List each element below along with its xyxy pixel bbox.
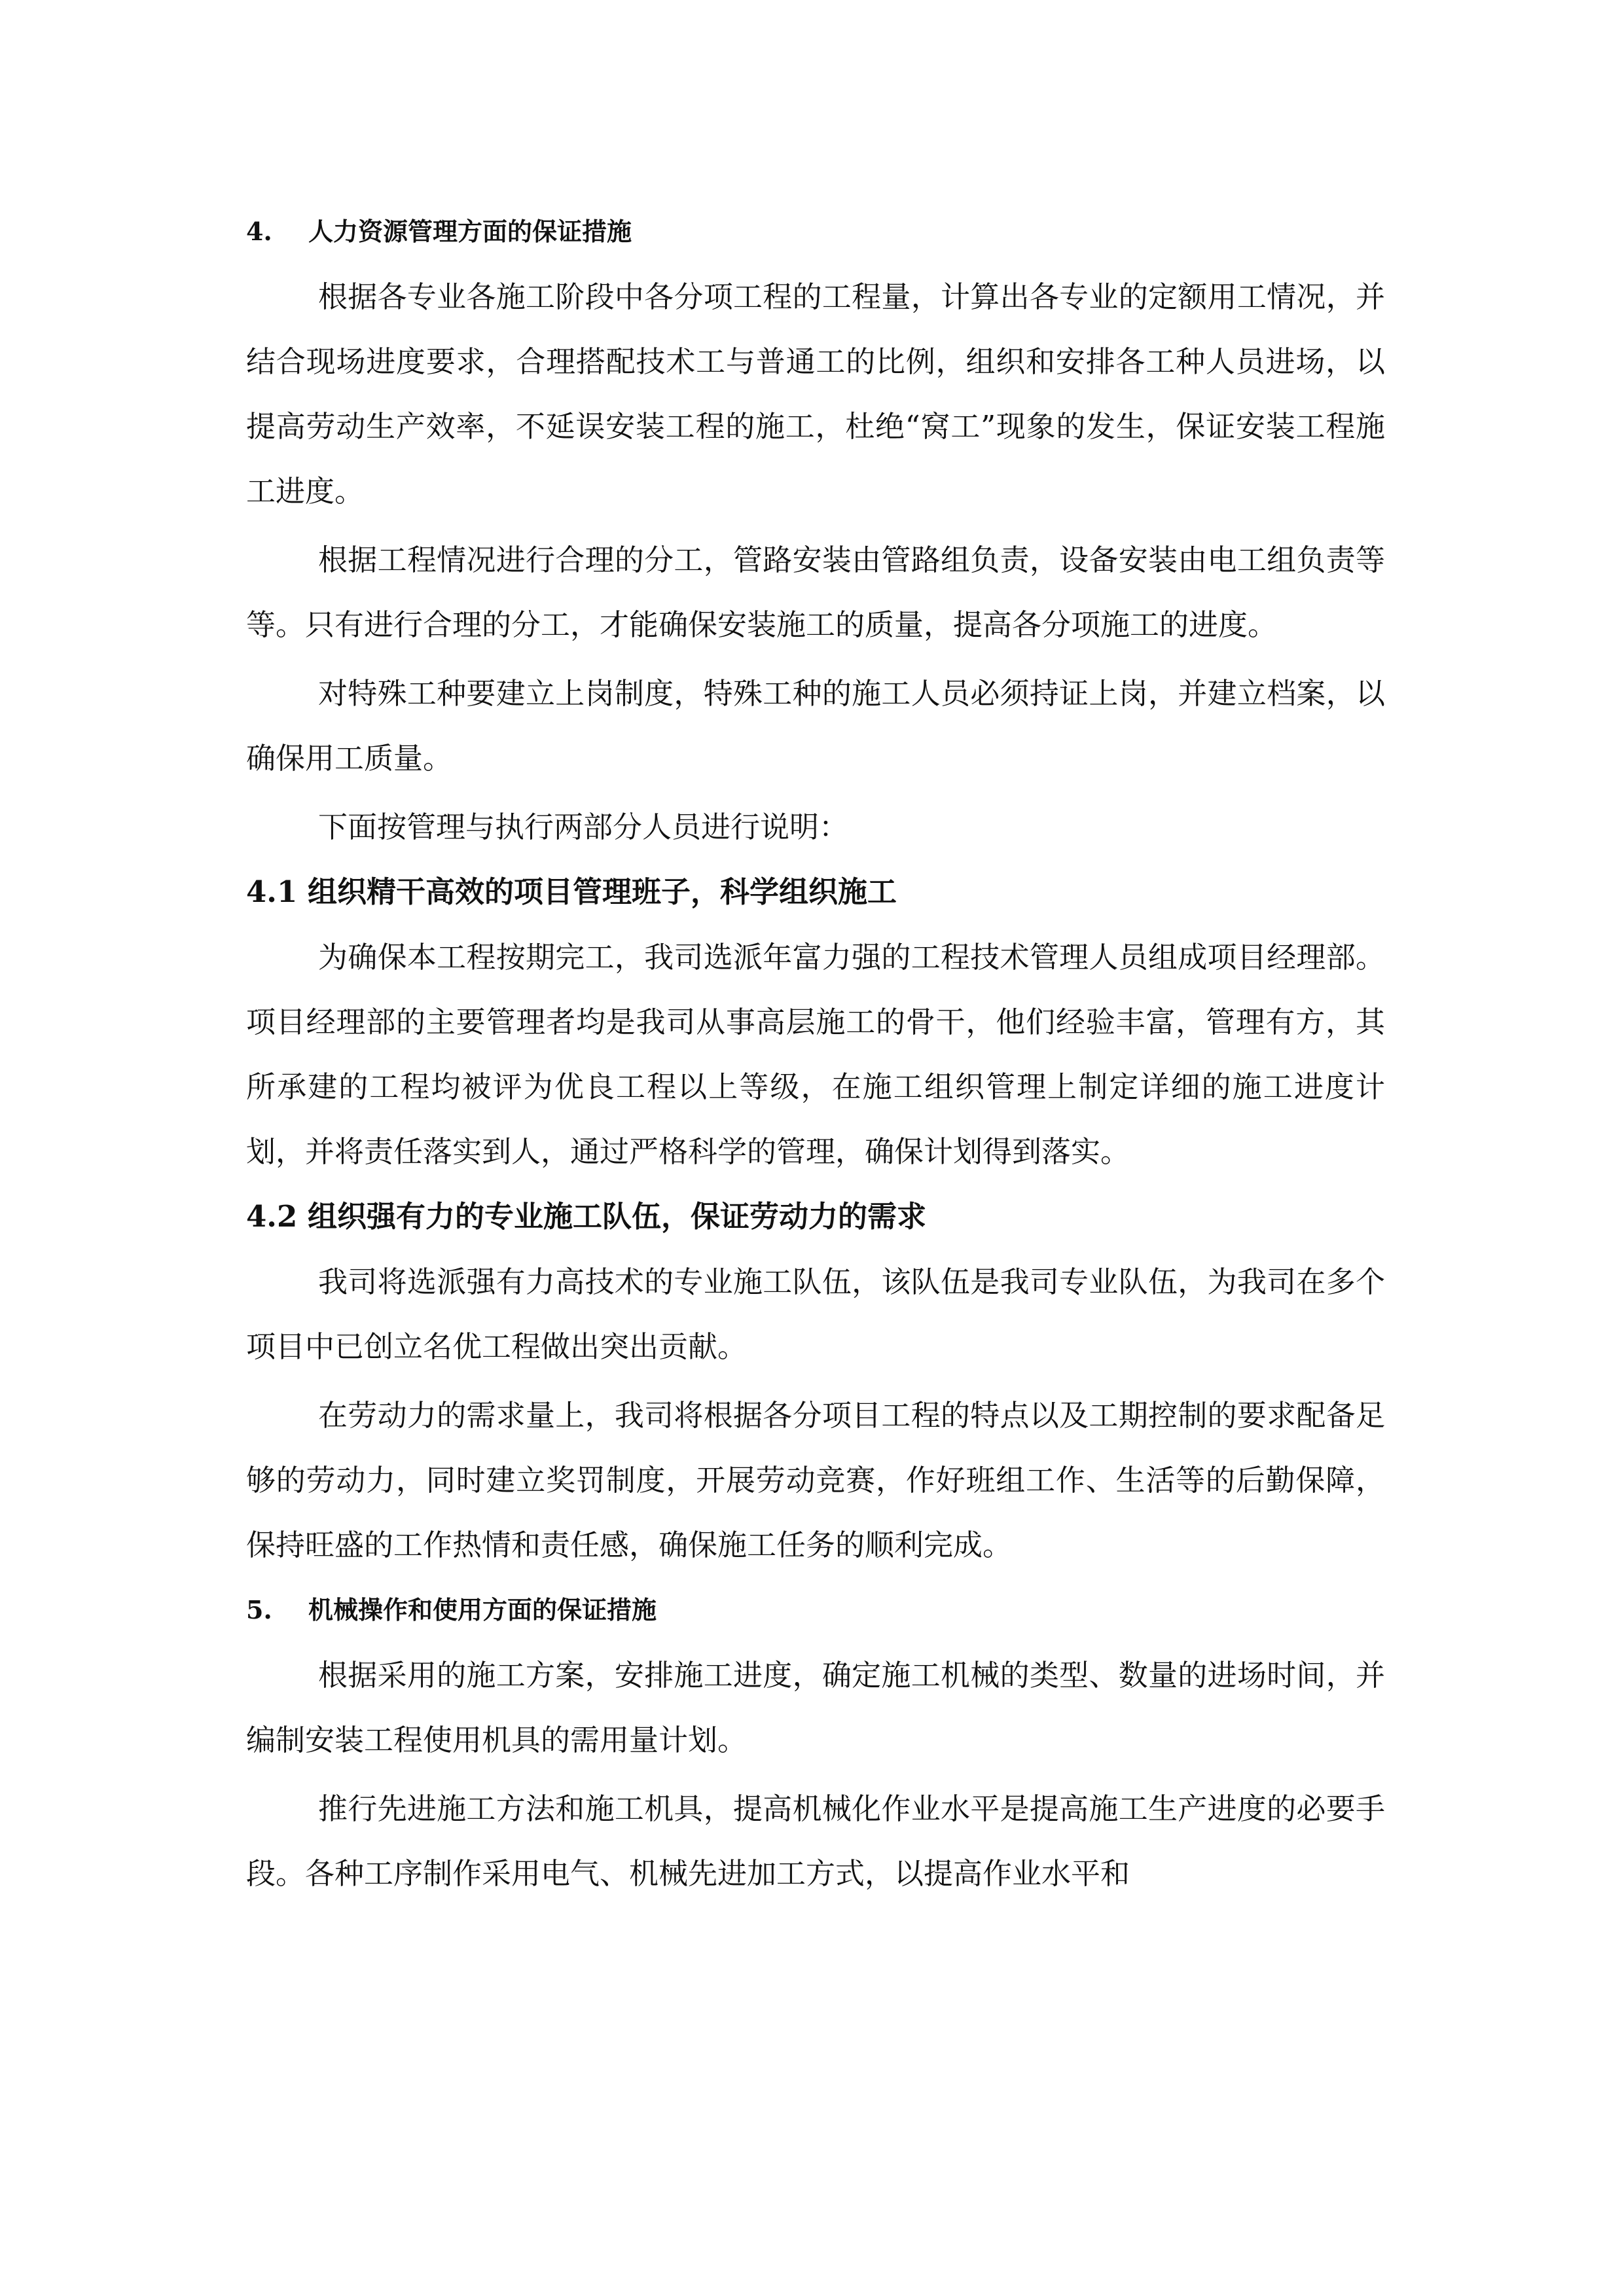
paragraph: 为确保本工程按期完工，我司选派年富力强的工程技术管理人员组成项目经理部。项目经理部的主要管理者均是我司从事高层施工的骨干，他们经验丰富，管理有方，其所承建的工程均被评为优良工程以上等级，在施工组织管理上制定详细的施工进度计划，并将责任落实到人，通过严格科学的管理，确保计划得到落实。	[246, 940, 1385, 1169]
paragraph: 下面按管理与执行两部分人员进行说明：	[318, 810, 849, 844]
section-4-2-heading: 4.2 组织强有力的专业施工队伍，保证劳动力的需求	[246, 1199, 926, 1234]
document-body	[246, 208, 1385, 1906]
section-4-1-heading: 4.1 组织精干高效的项目管理班子，科学组织施工	[246, 874, 897, 909]
section-4-heading	[246, 208, 1385, 255]
section-5-number: 5.	[246, 1595, 272, 1624]
paragraph: 对特殊工种要建立上岗制度，特殊工种的施工人员必须持证上岗，并建立档案，以确保用工质量。	[246, 676, 1385, 776]
section-4-title: 人力资源管理方面的保证措施	[308, 217, 632, 246]
section-4-number: 4.	[246, 217, 272, 246]
paragraph: 根据各专业各施工阶段中各分项工程的工程量，计算出各专业的定额用工情况，并结合现场进度要求，合理搭配技术工与普通工的比例，组织和安排各工种人员进场，以提高劳动生产效率，不延误安装工程的施工，杜绝“窝工”现象的发生，保证安装工程施工进度。	[246, 279, 1385, 509]
paragraph: 根据采用的施工方案，安排施工进度，确定施工机械的类型、数量的进场时间，并编制安装工程使用机具的需用量计划。	[246, 1658, 1385, 1757]
section-5-heading	[246, 1587, 1385, 1634]
section-5-title: 机械操作和使用方面的保证措施	[308, 1595, 657, 1624]
paragraph: 在劳动力的需求量上，我司将根据各分项目工程的特点以及工期控制的要求配备足够的劳动力，同时建立奖罚制度，开展劳动竞赛，作好班组工作、生活等的后勤保障，保持旺盛的工作热情和责任感，确保施工任务的顺利完成。	[246, 1398, 1385, 1562]
paragraph: 根据工程情况进行合理的分工，管路安装由管路组负责，设备安装由电工组负责等等。只有进行合理的分工，才能确保安装施工的质量，提高各分项施工的进度。	[246, 543, 1385, 642]
paragraph: 我司将选派强有力高技术的专业施工队伍，该队伍是我司专业队伍，为我司在多个项目中已创立名优工程做出突出贡献。	[246, 1265, 1385, 1364]
paragraph: 推行先进施工方法和施工机具，提高机械化作业水平是提高施工生产进度的必要手段。各种工序制作采用电气、机械先进加工方式，以提高作业水平和	[246, 1791, 1385, 1891]
